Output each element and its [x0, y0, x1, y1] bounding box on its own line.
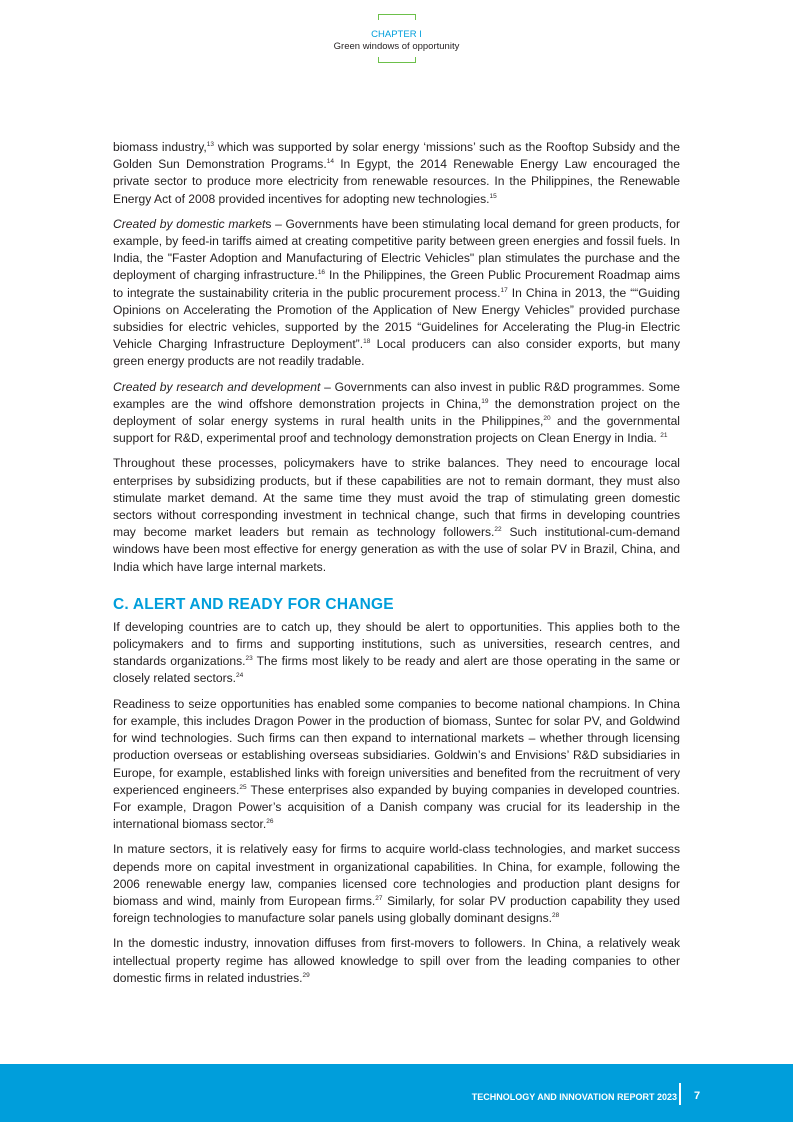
- paragraph: Readiness to seize opportunities has enabled some companies to become national champions. In China for example, this includes Dragon Power in the production of biomass, Suntec for solar PV, and Goldwind for wind technologies. Such firms can then expand to international markets – whether through licensing production overseas or establishing overseas subsidiaries. Goldwin’s and Envisions’ R&D subsidiaries in Europe, for example, established links with foreign universities and benefited from the recruitment of very experienced engineers.$^{25}$ These enterprises also expanded by buying companies in developed countries. For example, Dragon Power’s acquisition of a Danish company was crucial for its leadership in the international biomass sector.$^{26}$: [113, 696, 680, 832]
- footnote-ref[interactable]: 20: [543, 415, 551, 423]
- footnote-ref[interactable]: 27: [375, 894, 383, 902]
- footnote-ref[interactable]: 23: [245, 655, 253, 663]
- footnote-ref[interactable]: 25: [239, 783, 247, 791]
- chapter-header: [0, 14, 793, 63]
- paragraph: In mature sectors, it is relatively easy for firms to acquire world-class technologies, and market success depends more on capital investment in organizational capabilities. In China, for example, following the 2006 renewable energy law, companies licensed core technologies and production plant designs for biomass and wind, mainly from European firms.$^{27}$ Similarly, for solar PV production capability they used foreign technologies to manufacture solar panels using globally dominant designs.$^{28}$: [113, 842, 680, 926]
- paragraph: Created by domestic markets – Governments have been stimulating local demand for green products, for example, by feed-in tariffs aimed at creating competitive parity between green energies and fossil fuels. In India, the "Faster Adoption and Manufacturing of Electric Vehicles" plan stimulates the purchase and the deployment of charging infrastructure.$^{16}$ In the Philippines, the Green Public Procurement Roadmap aims to integrate the sustainability criteria in the public procurement process.$^{17}$ In China in 2013, the ““Guiding Opinions on Accelerating the Promotion of the Application of New Energy Vehicles” provided purchase subsidies for electric vehicles, supported by the 2015 “Guidelines for Accelerating the Plug-in Electric Vehicle Charging Infrastructure Deployment”.$^{18}$ Local producers can also consider exports, but many green energy products are not readily tradable.: [113, 216, 681, 369]
- page-footer: [0, 1064, 793, 1122]
- chapter-label: CHAPTER I: [371, 29, 422, 40]
- footnote-ref[interactable]: 21: [660, 432, 668, 440]
- paragraph: Throughout these processes, policymakers have to strike balances. They need to encourage local enterprises by subsidizing products, but if these capabilities are not to remain dormant, they must also stimulate market demand. At the same time they must avoid the trap of stimulating green domestic sectors without corresponding investment in technical change, such that firms in developing countries may become market leaders but remain as technology followers.$^{22}$ Such institutional-cum-demand windows have been most effective for energy generation as with the use of solar PV in Brazil, China, and India which have large internal markets.: [113, 456, 680, 574]
- footnote-ref[interactable]: 28: [552, 912, 560, 920]
- body-text: [113, 139, 680, 995]
- footer-report-year: 2023: [656, 1092, 677, 1102]
- header-bracket-top: [378, 14, 416, 20]
- paragraph-lead: Created by research and development: [113, 379, 321, 394]
- chapter-title: Green windows of opportunity: [333, 41, 460, 52]
- paragraph: If developing countries are to catch up, they should be alert to opportunities. This applies both to the policymakers and to firms and supporting institutions, such as universities, research centres, and standards organizations.$^{23}$ The firms most likely to be ready and alert are those operating in the same or closely related sectors.$^{24}$: [113, 619, 680, 686]
- paragraph-lead: Created by domestic market: [113, 216, 266, 231]
- footnote-ref[interactable]: 17: [500, 286, 508, 294]
- footnote-ref[interactable]: 29: [302, 971, 310, 979]
- footer-divider: [679, 1083, 681, 1105]
- footnote-ref[interactable]: 16: [317, 269, 326, 277]
- footnote-ref[interactable]: 15: [489, 192, 497, 200]
- footnote-ref[interactable]: 22: [494, 526, 502, 534]
- footnote-ref[interactable]: 13: [206, 141, 214, 148]
- footer-report-title: TECHNOLOGY AND INNOVATION REPORT 2023: [471, 1092, 677, 1102]
- section-heading: C. ALERT AND READY FOR CHANGE: [113, 595, 394, 613]
- page-number: 7: [694, 1090, 701, 1102]
- footnote-ref[interactable]: 14: [326, 158, 334, 166]
- footnote-ref[interactable]: 18: [363, 338, 371, 346]
- paragraph: In the domestic industry, innovation diffuses from first-movers to followers. In China, a relatively weak intellectual property regime has allowed knowledge to spill over from the leading companies to other domestic firms in related industries.$^{29}$: [113, 936, 680, 985]
- paragraph: biomass industry,$^{13}$ which was supported by solar energy ‘missions’ such as the Rooftop Subsidy and the Golden Sun Demonstration Programs.$^{14}$ In Egypt, the 2014 Renewable Energy Law encouraged the private sector to produce more electricity from renewable resources. In the Philippines, the Renewable Energy Act of 2008 provided incentives for adopting new technologies.$^{15}$: [113, 140, 680, 206]
- paragraph: Created by research and development – Governments can also invest in public R&D programmes. Some examples are the wind offshore demonstration projects in China,$^{19}$ the demonstration project on the deployment of solar energy systems in rural health units in the Philippines,$^{20}$ and the governmental support for R&D, experimental proof and technology demonstration projects on Clean Energy in India. $^{21}$: [113, 379, 681, 446]
- header-bracket-bottom: [378, 57, 416, 63]
- footnote-ref[interactable]: 19: [481, 397, 489, 405]
- footnote-ref[interactable]: 26: [266, 818, 274, 826]
- footnote-ref[interactable]: 24: [236, 672, 244, 680]
